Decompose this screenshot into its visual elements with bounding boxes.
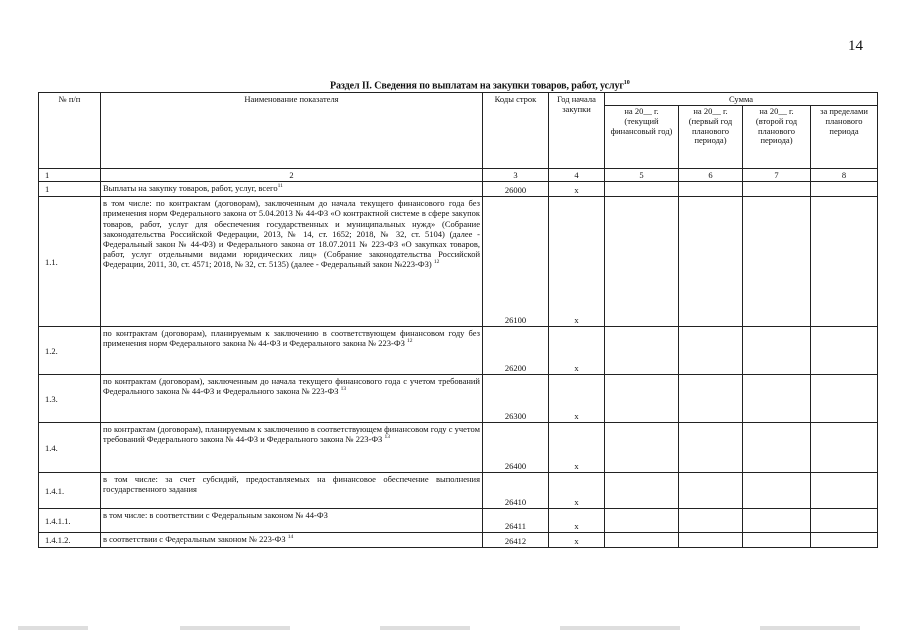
row-number: 1.1.	[39, 197, 101, 327]
row-year: х	[549, 182, 605, 197]
sum-cell	[743, 375, 811, 423]
row-code: 26200	[483, 327, 549, 375]
header-sum-first-plan-year: на 20__ г. (первый год планового периода)	[679, 106, 743, 169]
row-code: 26300	[483, 375, 549, 423]
sum-cell	[679, 423, 743, 473]
row-year: х	[549, 423, 605, 473]
row-name: по контрактам (договорам), заключенным до начала текущего финансового года с учетом требований Федерального закона № 44-ФЗ и Федерального закона № 223-ФЗ $^{13}$	[101, 375, 483, 423]
row-name: в том числе: по контрактам (договорам), заключенным до начала текущего финансового года без применения норм Федерального закона от 5.04.2013 № 44-ФЗ «О контрактной системе в сфере закупок товаров, работ, услуг для обеспечения государственных и муниципальных нужд» (Собрание законодательства Российской Федерации, 2013, № 14, ст. 1652; 2018, № 32, ст. 5104) (далее - Федеральный закон № 44-ФЗ) и Федерального закона от 18.07.2011 № 223-ФЗ «О закупках товаров, работ, услуг отдельными видами юридических лиц» (Собрание законодательства Российской Федерации, 2011, 30, ст. 4571; 2018, № 32, ст. 5135) (далее - Федеральный закон №223-ФЗ) $^{12}$	[101, 197, 483, 327]
sum-cell	[811, 423, 878, 473]
header-sum-beyond-plan: за пределами планового периода	[811, 106, 878, 169]
sum-cell	[811, 182, 878, 197]
section-title-text: Раздел II. Сведения по выплатам на закупки товаров, работ, услуг	[330, 80, 624, 92]
sum-cell	[679, 473, 743, 509]
header-col-sum: Сумма	[605, 93, 878, 106]
row-code: 26411	[483, 509, 549, 533]
col-number: 7	[743, 169, 811, 182]
header-sum-current-year: на 20__ г. (текущий финансовый год)	[605, 106, 679, 169]
row-name: в соответствии с Федеральным законом № 223-ФЗ $^{14}$	[101, 533, 483, 548]
sum-cell	[605, 182, 679, 197]
sum-cell	[811, 509, 878, 533]
sum-cell	[605, 473, 679, 509]
row-name: по контрактам (договорам), планируемым к заключению в соответствующем финансовом году без применения норм Федерального закона № 44-ФЗ и Федерального закона № 223-ФЗ $^{12}$	[101, 327, 483, 375]
row-code: 26412	[483, 533, 549, 548]
header-col-name: Наименование показателя	[101, 93, 483, 169]
sum-cell	[605, 327, 679, 375]
sum-cell	[743, 423, 811, 473]
sum-cell	[605, 533, 679, 548]
sum-cell	[679, 509, 743, 533]
scan-artifact	[560, 626, 680, 630]
row-number: 1.4.1.2.	[39, 533, 101, 548]
table-row	[39, 473, 878, 509]
sum-cell	[743, 327, 811, 375]
sum-cell	[743, 533, 811, 548]
sum-cell	[743, 509, 811, 533]
sum-cell	[679, 375, 743, 423]
sum-cell	[811, 533, 878, 548]
row-name: Выплаты на закупку товаров, работ, услуг, всего$^{11}$	[101, 182, 483, 197]
col-number: 4	[549, 169, 605, 182]
row-year: х	[549, 533, 605, 548]
table-row	[39, 375, 878, 423]
sum-cell	[605, 375, 679, 423]
sum-cell	[679, 182, 743, 197]
row-number: 1.4.1.1.	[39, 509, 101, 533]
header-col-no: № п/п	[39, 93, 101, 169]
table-row	[39, 509, 878, 533]
row-number: 1.3.	[39, 375, 101, 423]
sum-cell	[743, 473, 811, 509]
row-year: х	[549, 327, 605, 375]
sum-cell	[605, 423, 679, 473]
row-code: 26000	[483, 182, 549, 197]
header-row-1	[39, 93, 878, 106]
sum-cell	[605, 509, 679, 533]
sum-cell	[605, 197, 679, 327]
col-number: 6	[679, 169, 743, 182]
col-number: 8	[811, 169, 878, 182]
sum-cell	[811, 375, 878, 423]
section-title	[330, 80, 630, 91]
row-code: 26100	[483, 197, 549, 327]
header-sum-second-plan-year: на 20__ г. (второй год планового периода)	[743, 106, 811, 169]
row-year: х	[549, 197, 605, 327]
col-number: 1	[39, 169, 101, 182]
sum-cell	[743, 182, 811, 197]
sum-cell	[679, 327, 743, 375]
col-number: 2	[101, 169, 483, 182]
column-numbers-row	[39, 169, 878, 182]
row-name: в том числе: за счет субсидий, предоставляемых на финансовое обеспечение выполнения государственного задания	[101, 473, 483, 509]
table-row	[39, 423, 878, 473]
scan-artifact	[760, 626, 860, 630]
table-row	[39, 197, 878, 327]
row-year: х	[549, 473, 605, 509]
row-number: 1.4.	[39, 423, 101, 473]
sum-cell	[811, 197, 878, 327]
table-row	[39, 182, 878, 197]
sum-cell	[679, 197, 743, 327]
sum-cell	[811, 327, 878, 375]
row-year: х	[549, 375, 605, 423]
payments-table	[38, 92, 878, 548]
table-row	[39, 327, 878, 375]
row-number: 1	[39, 182, 101, 197]
scan-artifact	[380, 626, 470, 630]
scan-artifact	[18, 626, 88, 630]
sum-cell	[811, 473, 878, 509]
page-number: 14	[848, 38, 863, 54]
row-name: в том числе: в соответствии с Федеральным законом № 44-ФЗ	[101, 509, 483, 533]
col-number: 3	[483, 169, 549, 182]
col-number: 5	[605, 169, 679, 182]
row-name: по контрактам (договорам), планируемым к заключению в соответствующем финансовом году с учетом требований Федерального закона № 44-ФЗ и Федерального закона № 223-ФЗ $^{13}$	[101, 423, 483, 473]
scan-artifact	[180, 626, 290, 630]
sum-cell	[743, 197, 811, 327]
row-year: х	[549, 509, 605, 533]
section-title-footnote: 10	[623, 80, 630, 86]
row-number: 1.2.	[39, 327, 101, 375]
table-row	[39, 533, 878, 548]
header-col-year: Год начала закупки	[549, 93, 605, 169]
header-col-codes: Коды строк	[483, 93, 549, 169]
sum-cell	[679, 533, 743, 548]
row-code: 26410	[483, 473, 549, 509]
row-code: 26400	[483, 423, 549, 473]
row-number: 1.4.1.	[39, 473, 101, 509]
